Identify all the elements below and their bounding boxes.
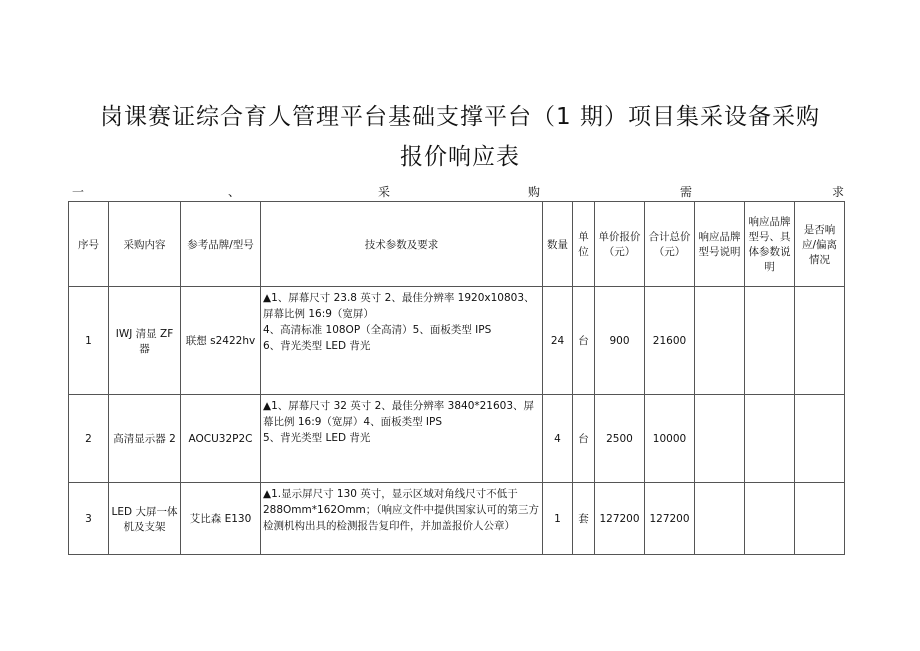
spec-line: ▲1、屏幕尺寸 23.8 英寸 2、最佳分辨率 1920x10803、屏幕比例 16:9（宽屏） (263, 292, 535, 320)
cell-response-detail (745, 287, 795, 395)
header-qty: 数量 (543, 202, 573, 287)
cell-response-detail (745, 483, 795, 555)
cell-qty: 24 (543, 287, 573, 395)
cell-item: LED 大屏一体机及支架 (109, 483, 181, 555)
header-total: 合计总价（元） (645, 202, 695, 287)
cell-spec (261, 287, 543, 395)
header-brand: 参考品牌/型号 (181, 202, 261, 287)
cell-spec (261, 395, 543, 483)
cell-unit-price: 2500 (595, 395, 645, 483)
cell-unit: 台 (573, 395, 595, 483)
header-no: 序号 (69, 202, 109, 287)
cell-spec (261, 483, 543, 555)
section-heading-char: 购 (528, 185, 541, 199)
section-heading (68, 183, 848, 201)
cell-qty: 4 (543, 395, 573, 483)
spec-line: ▲1、屏幕尺寸 32 英寸 2、最佳分辨率 3840*21603、屏幕比例 16:9（宽屏）4、面板类型 IPS (263, 400, 535, 428)
header-unit: 单位 (573, 202, 595, 287)
cell-response-brand (695, 483, 745, 555)
cell-deviation (795, 395, 845, 483)
table-row (69, 287, 845, 395)
header-unit-price: 单价报价（元） (595, 202, 645, 287)
spec-line: 5、背光类型 LED 背光 (263, 432, 371, 444)
header-deviation: 是否响应/偏离情况 (795, 202, 845, 287)
cell-unit: 套 (573, 483, 595, 555)
cell-no: 3 (69, 483, 109, 555)
cell-item: 高清显示器 2 (109, 395, 181, 483)
document-title-line1: 岗课赛证综合育人管理平台基础支撑平台（1 期）项目集采设备采购 (100, 104, 820, 130)
cell-brand: 艾比森 E130 (181, 483, 261, 555)
cell-no: 1 (69, 287, 109, 395)
cell-brand: 联想 s2422hv (181, 287, 261, 395)
cell-response-brand (695, 287, 745, 395)
cell-unit: 台 (573, 287, 595, 395)
cell-deviation (795, 287, 845, 395)
cell-unit-price: 900 (595, 287, 645, 395)
table-row (69, 483, 845, 555)
cell-item: IWJ 清显 ZF 器 (109, 287, 181, 395)
section-heading-char: 求 (832, 185, 845, 199)
table-row (69, 395, 845, 483)
cell-total: 127200 (645, 483, 695, 555)
cell-response-detail (745, 395, 795, 483)
cell-total: 10000 (645, 395, 695, 483)
spec-line: ▲1.显示屏尺寸 130 英寸，显示区域对角线尺寸不低于 288Omm*162Omm；（响应文件中提供国家认可的第三方检测机构出具的检测报告复印件，并加盖报价人公章） (263, 488, 540, 532)
cell-unit-price: 127200 (595, 483, 645, 555)
header-response-detail: 响应品牌型号、具体参数说明 (745, 202, 795, 287)
section-heading-char: 需 (680, 185, 693, 199)
cell-response-brand (695, 395, 745, 483)
cell-deviation (795, 483, 845, 555)
header-item: 采购内容 (109, 202, 181, 287)
table-header-row (69, 202, 845, 287)
quotation-table (68, 201, 845, 555)
spec-line: 4、高清标准 108OP（全高清）5、面板类型 IPS (263, 324, 492, 336)
section-heading-char: 采 (378, 185, 391, 199)
section-heading-char: 一 (72, 185, 85, 199)
cell-brand: AOCU32P2C (181, 395, 261, 483)
document-title-line2: 报价响应表 (400, 144, 520, 170)
header-spec: 技术参数及要求 (261, 202, 543, 287)
spec-line: 6、背光类型 LED 背光 (263, 340, 371, 352)
cell-qty: 1 (543, 483, 573, 555)
cell-no: 2 (69, 395, 109, 483)
cell-total: 21600 (645, 287, 695, 395)
header-response-brand: 响应品牌型号说明 (695, 202, 745, 287)
section-heading-char: 、 (228, 185, 241, 199)
